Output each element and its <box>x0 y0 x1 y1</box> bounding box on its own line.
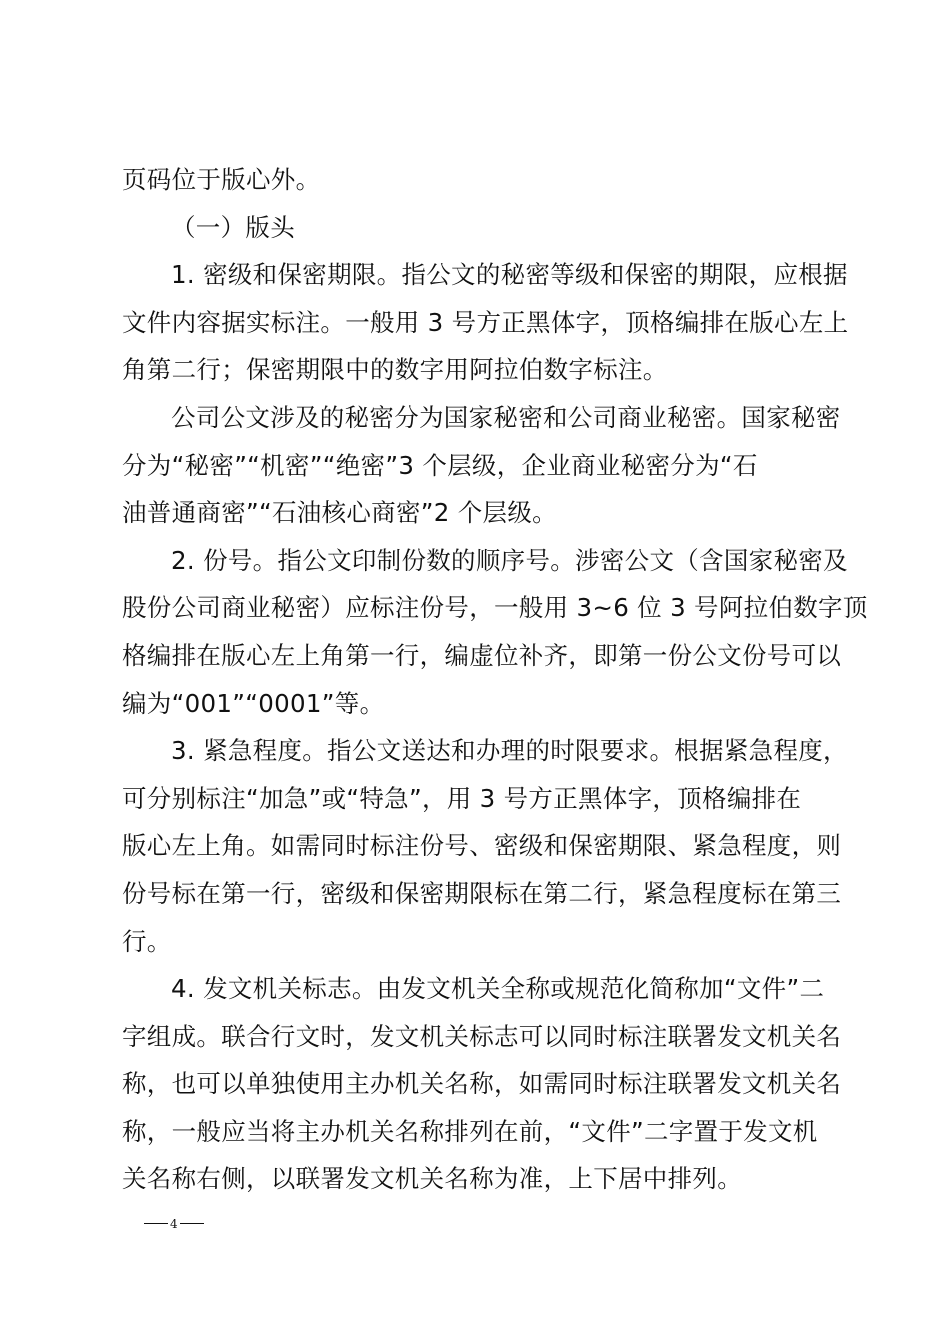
document-body <box>122 156 868 1203</box>
text-line: 1. 密级和保密期限。指公文的秘密等级和保密的期限，应根据 <box>171 260 848 290</box>
text-line: 称，一般应当将主办机关名称排列在前，“文件”二字置于发文机 <box>122 1116 818 1146</box>
page-footer <box>144 1216 204 1230</box>
text-line: 编为“001”“0001”等。 <box>122 688 385 718</box>
text-line: 2. 份号。指公文印制份数的顺序号。涉密公文（含国家秘密及 <box>171 545 848 575</box>
text-line: 版心左上角。如需同时标注份号、密级和保密期限、紧急程度，则 <box>122 831 842 861</box>
text-line: 字组成。联合行文时，发文机关标志可以同时标注联署发文机关名 <box>122 1021 842 1051</box>
text-line: 行。 <box>122 926 172 956</box>
text-line: 4. 发文机关标志。由发文机关全称或规范化简称加“文件”二 <box>171 974 825 1004</box>
text-line: 股份公司商业秘密）应标注份号，一般用 3~6 位 3 号阿拉伯数字顶 <box>122 593 868 623</box>
text-line: 3. 紧急程度。指公文送达和办理的时限要求。根据紧急程度， <box>171 736 848 766</box>
text-line: 角第二行；保密期限中的数字用阿拉伯数字标注。 <box>122 355 668 385</box>
footer-dash-right <box>180 1223 204 1224</box>
text-line: 称，也可以单独使用主办机关名称，如需同时标注联署发文机关名 <box>122 1069 842 1099</box>
text-line: 可分别标注“加急”或“特急”，用 3 号方正黑体字，顶格编排在 <box>122 783 802 813</box>
text-line: 份号标在第一行，密级和保密期限标在第二行，紧急程度标在第三 <box>122 878 842 908</box>
text-line: 分为“秘密”“机密”“绝密”3 个层级，企业商业秘密分为“石 <box>122 450 758 480</box>
section-heading: （一）版头 <box>171 212 295 242</box>
text-line: 关名称右侧，以联署发文机关名称为准，上下居中排列。 <box>122 1164 742 1194</box>
text-line: 格编排在版心左上角第一行，编虚位补齐，即第一份公文份号可以 <box>122 640 842 670</box>
text-line: 公司公文涉及的秘密分为国家秘密和公司商业秘密。国家秘密 <box>171 402 841 432</box>
text-line: 油普通商密”“石油核心商密”2 个层级。 <box>122 498 557 528</box>
page-number: 4 <box>170 1217 178 1231</box>
footer-dash-left <box>144 1223 168 1224</box>
text-line: 文件内容据实标注。一般用 3 号方正黑体字，顶格编排在版心左上 <box>122 307 849 337</box>
text-line: 页码位于版心外。 <box>122 165 321 194</box>
